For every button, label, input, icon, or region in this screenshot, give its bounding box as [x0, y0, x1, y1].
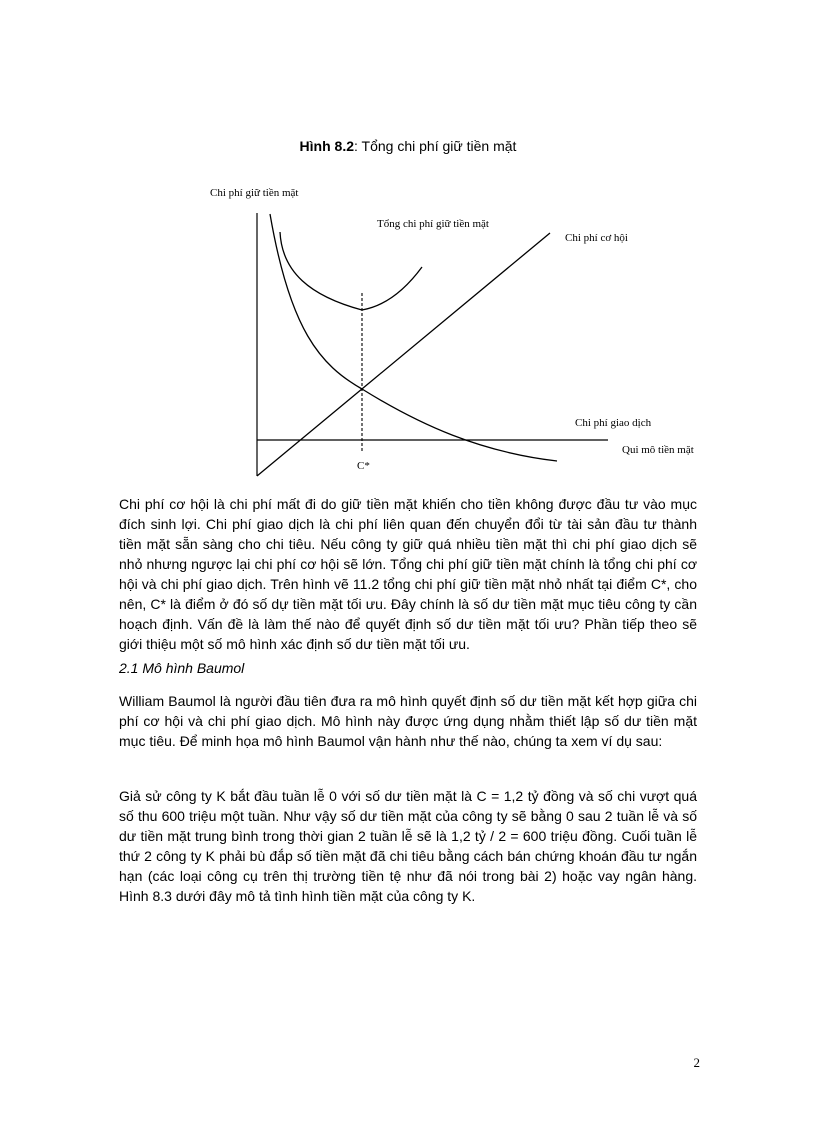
series-label-total: Tổng chi phí giữ tiền mặt [377, 218, 489, 230]
y-axis-label: Chi phí giữ tiền mặt [210, 187, 299, 199]
total-cost-curve [280, 232, 422, 310]
series-label-transaction: Chi phí giao dịch [575, 417, 652, 429]
series-label-opportunity: Chi phí cơ hội [565, 232, 628, 244]
figure-title: : Tổng chi phí giữ tiền mặt [354, 138, 517, 154]
page-number: 2 [693, 1055, 700, 1070]
x-axis-label: Qui mô tiền mặt [622, 444, 694, 456]
paragraph-baumol-intro: William Baumol là người đầu tiên đưa ra mô hình quyết định số dư tiền mặt kết hợp giữa chi phí cơ hội và chi phí giao dịch. Mô hình này được ứng dụng nhằm thiết lập số dư tiền mặt mục tiêu. Để minh họa mô hình Baumol vận hành như thế nào, chúng ta xem ví dụ sau: [119, 693, 697, 749]
section-heading: 2.1 Mô hình Baumol [119, 660, 245, 676]
paragraph-opportunity-cost: Chi phí cơ hội là chi phí mất đi do giữ tiền mặt khiến cho tiền không được đầu tư vào mục đích sinh lợi. Chi phí giao dịch là chi phí liên quan đến chuyển đổi từ tài sản đầu tư thành tiền mặt sẵn sàng cho chi tiêu. Nếu công ty giữ quá nhiều tiền mặt thì chi phí giao dịch sẽ nhỏ nhưng ngược lại chi phí cơ hội sẽ lớn. Tổng chi phí giữ tiền mặt chính là tổng chi phí cơ hội và chi phí giao dịch. Trên hình vẽ 11.2 tổng chi phí giữ tiền mặt nhỏ nhất tại điểm C*, cho nên, C* là điểm ở đó số dự tiền mặt tối ưu. Đây chính là số dư tiền mặt mục tiêu công ty cần hoạch định. Vấn đề là làm thế nào để quyết định số dư tiền mặt tối ưu? Phần tiếp theo sẽ giới thiệu một số mô hình xác định số dư tiền mặt tối ưu. [119, 496, 697, 652]
transaction-cost-curve [270, 214, 557, 461]
c-star-label: C* [357, 460, 370, 472]
total-cost-chart [0, 0, 816, 500]
paragraph-example: Giả sử công ty K bắt đầu tuần lễ 0 với số dư tiền mặt là C = 1,2 tỷ đồng và số chi vượt quá số thu 600 triệu một tuần. Như vậy số dư tiền mặt của công ty sẽ bằng 0 sau 2 tuần lễ và số dư tiền mặt trung bình trong thời gian 2 tuần lễ sẽ là 1,2 tỷ / 2 = 600 triệu đồng. Cuối tuần lễ thứ 2 công ty K phải bù đắp số tiền mặt đã chi tiêu bằng cách bán chứng khoán đầu tư ngắn hạn (các loại công cụ trên thị trường tiền tệ như đã nói trong bài 2) hoặc vay ngân hàng. Hình 8.3 dưới đây mô tả tình hình tiền mặt của công ty K. [119, 788, 697, 904]
figure-label: Hình 8.2 [299, 138, 355, 154]
